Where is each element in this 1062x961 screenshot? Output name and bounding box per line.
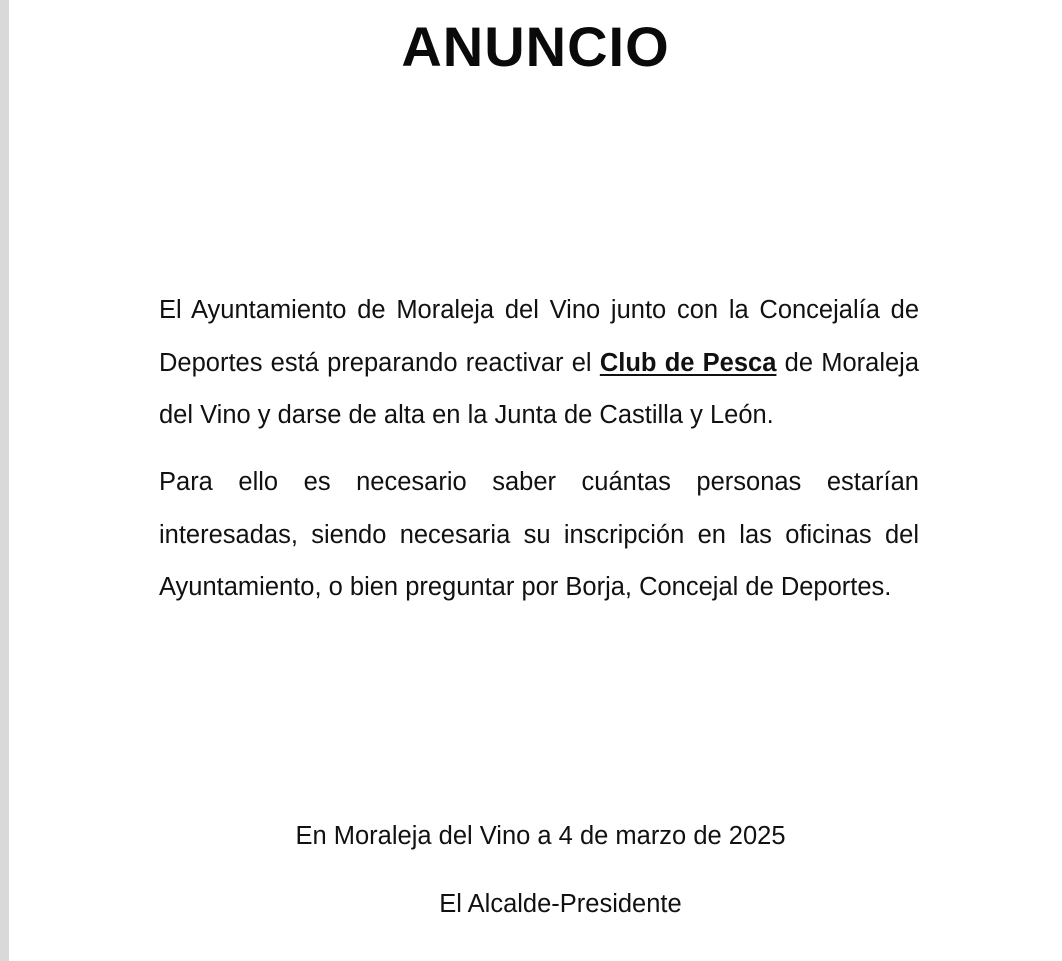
paragraph-1-text-before: El Ayuntamiento de Moraleja del Vino junto con la Concejalía de Deportes está preparando reactivar el bbox=[159, 296, 919, 377]
announcement-paragraph-1 bbox=[159, 284, 919, 442]
paragraph-1-text-after: de Moraleja del Vino y darse de alta en la Junta de Castilla y León. bbox=[159, 348, 920, 429]
announcement-paragraph-2: Para ello es necesario saber cuántas personas estarían interesadas, siendo necesaria su inscripción en las oficinas del Ayuntamiento, o bien preguntar por Borja, Concejal de Deportes. bbox=[159, 468, 919, 601]
page-title: ANUNCIO bbox=[401, 15, 670, 78]
club-de-pesca-highlight: Club de Pesca bbox=[599, 348, 777, 377]
date-line: En Moraleja del Vino a 4 de marzo de 2025 bbox=[295, 822, 786, 850]
document-page bbox=[9, 0, 1062, 961]
signer-line: El Alcalde-Presidente bbox=[439, 890, 682, 918]
